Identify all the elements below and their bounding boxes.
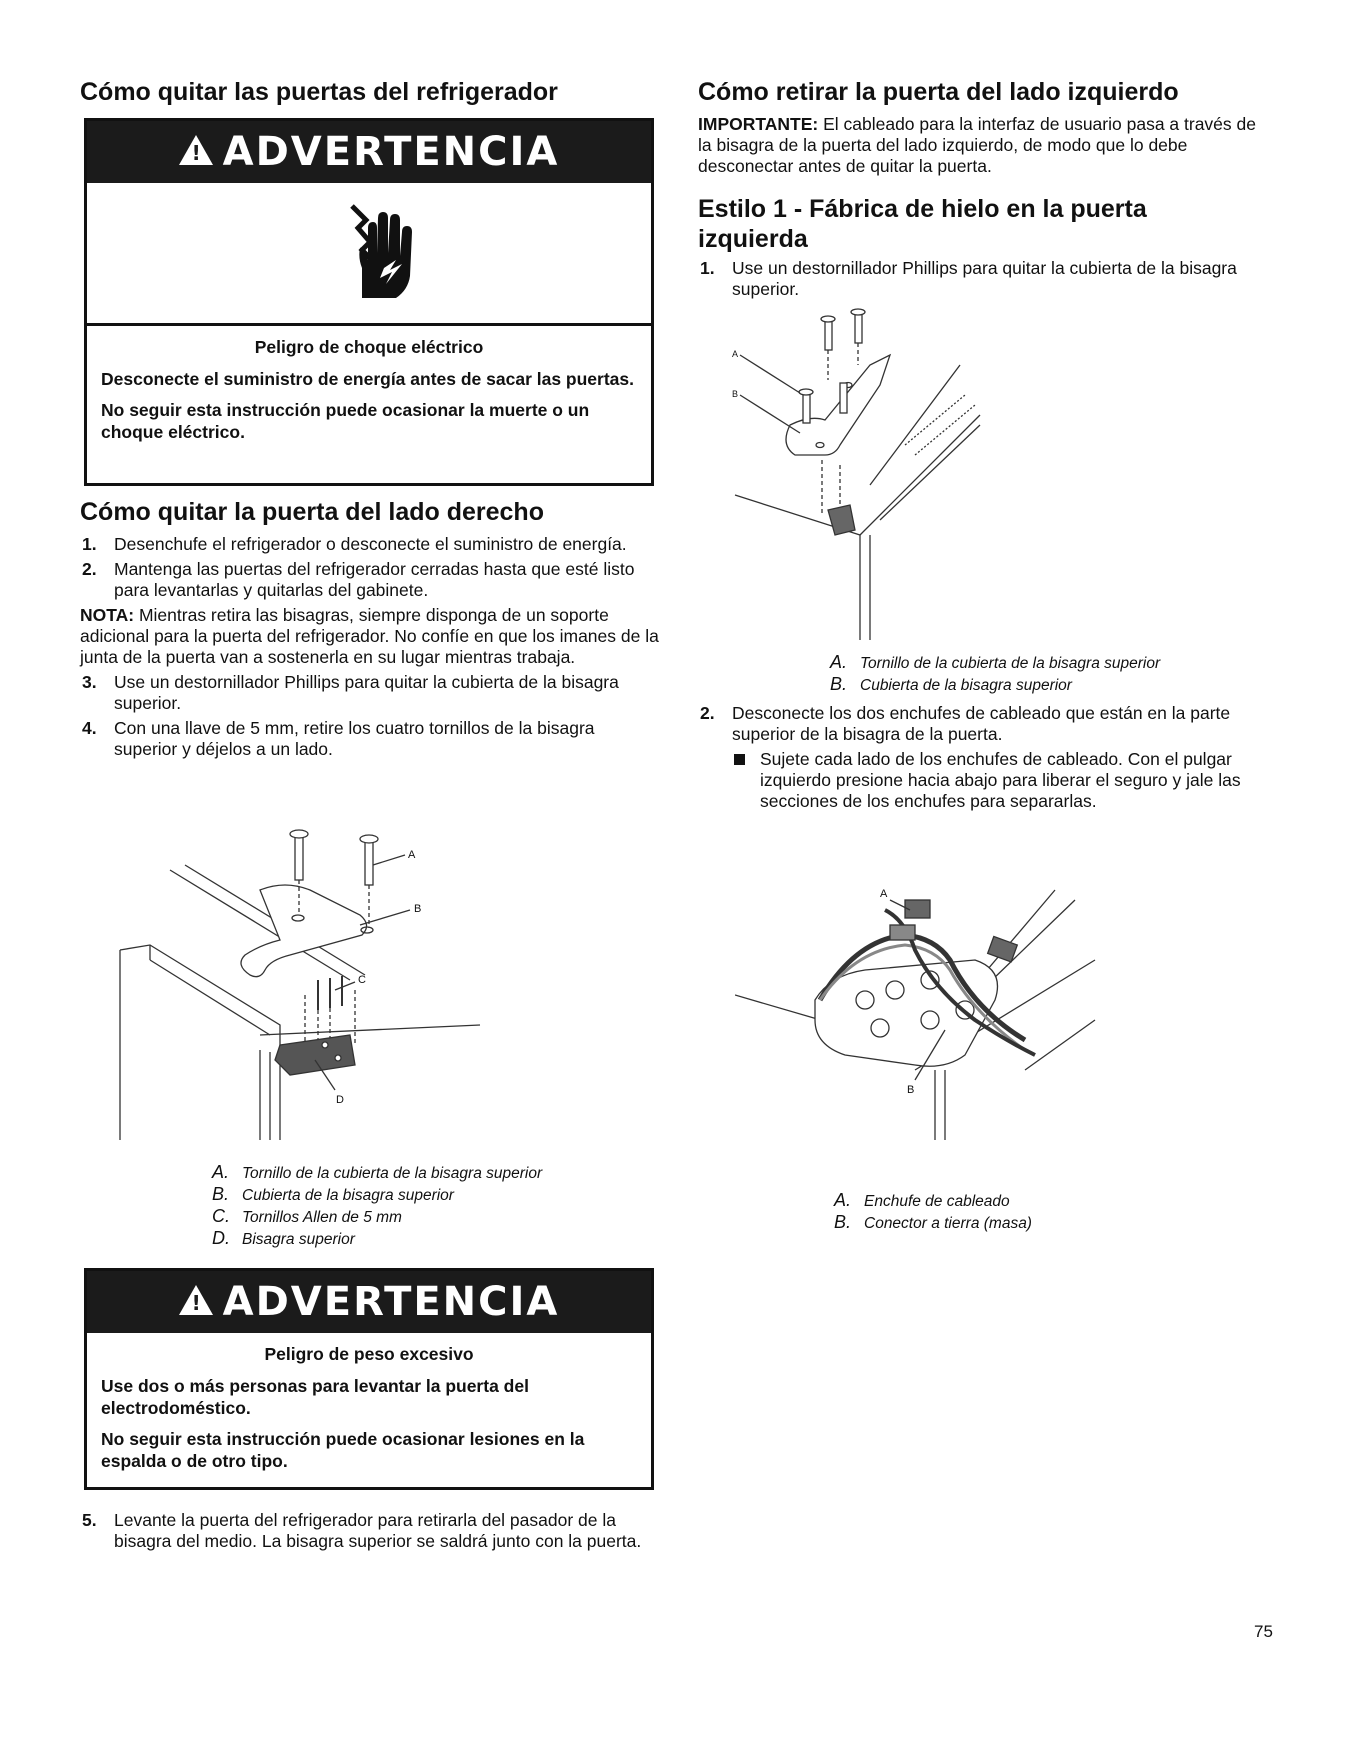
warning-triangle-icon: ! xyxy=(179,1285,213,1315)
steps-list xyxy=(80,1510,660,1556)
warning-subtitle: Peligro de peso excesivo xyxy=(264,1344,474,1364)
warning-text: No seguir esta instrucción puede ocasionar la muerte o un choque eléctrico. xyxy=(101,400,590,442)
bullet-item: Sujete cada lado de los enchufes de cableado. Con el pulgar izquierdo presione hacia abajo para liberar el seguro y jale las secciones de los enchufes para separarlas. xyxy=(732,749,1270,812)
warning-electric-shock xyxy=(84,118,654,486)
legend-item: C. Tornillos Allen de 5 mm xyxy=(212,1206,402,1226)
warning-text: Desconecte el suministro de energía antes de sacar las puertas. xyxy=(101,369,635,389)
legend-item: B. Conector a tierra (masa) xyxy=(834,1212,1032,1232)
figure-label: B xyxy=(414,903,422,915)
warning-header: ! ADVERTENCIA xyxy=(87,1271,651,1333)
figure-label: B xyxy=(732,389,739,399)
list-item: 1. Use un destornillador Phillips para quitar la cubierta de la bisagra superior. xyxy=(700,258,1237,299)
warning-text: Use dos o más personas para levantar la puerta del electrodoméstico. xyxy=(101,1376,529,1418)
right-door-hinge-figure xyxy=(110,820,490,1150)
section-title-left-door: Cómo retirar la puerta del lado izquierdo xyxy=(698,78,1179,106)
warning-excess-weight xyxy=(84,1268,654,1490)
warning-text: No seguir esta instrucción puede ocasionar lesiones en la espalda o de otro tipo. xyxy=(101,1429,585,1471)
warning-header: ! ADVERTENCIA xyxy=(87,121,651,183)
figure-legend xyxy=(834,1190,1032,1234)
figure-label: B xyxy=(907,1084,915,1096)
list-item: 2. Desconecte los dos enchufes de cableado que están en la parte superior de la bisagra de la puerta. xyxy=(700,703,1231,744)
legend-item: A. Tornillo de la cubierta de la bisagra superior xyxy=(830,652,1161,672)
legend-item: A. Tornillo de la cubierta de la bisagra superior xyxy=(212,1162,543,1182)
steps-list xyxy=(80,534,660,764)
style-subtitle: Estilo 1 - Fábrica de hielo en la puerta izquierda xyxy=(698,195,1147,253)
figure-legend xyxy=(830,652,1160,696)
list-item: 4. Con una llave de 5 mm, retire los cuatro tornillos de la bisagra superior y déjelos a un lado. xyxy=(82,718,595,759)
note: NOTA: Mientras retira las bisagras, siempre disponga de un soporte adicional para la puerta del refrigerador. No confíe en que los imanes de la junta de la puerta van a sostenerla en su lugar mientras trabaja. xyxy=(80,605,659,667)
list-item: 5. Levante la puerta del refrigerador para retirarla del pasador de la bisagra del medio. La bisagra superior se saldrá junto con la puerta. xyxy=(82,1510,642,1551)
list-item: 3. Use un destornillador Phillips para quitar la cubierta de la bisagra superior. xyxy=(82,672,619,713)
wiring-connectors-figure xyxy=(735,880,1105,1140)
legend-item: A. Enchufe de cableado xyxy=(834,1190,1010,1210)
page-title: Cómo quitar las puertas del refrigerador xyxy=(80,78,558,106)
figure-label: A xyxy=(408,849,416,861)
figure-label: C xyxy=(358,974,366,986)
bullet-square-icon xyxy=(734,754,745,765)
figure-label: A xyxy=(880,888,888,900)
list-item: 1. Desenchufe el refrigerador o desconecte el suministro de energía. xyxy=(82,534,627,554)
figure-legend xyxy=(212,1162,542,1250)
left-door-hinge-cover-figure xyxy=(730,305,990,645)
electric-shock-hand-icon xyxy=(87,183,651,326)
figure-label: A xyxy=(732,349,739,359)
important-note: IMPORTANTE: El cableado para la interfaz de usuario pasa a través de la bisagra de la puerta del lado izquierdo, de modo que lo debe desconectar antes de quitar la puerta. xyxy=(698,114,1256,176)
warning-subtitle: Peligro de choque eléctrico xyxy=(254,337,484,357)
list-item: 2. Mantenga las puertas del refrigerador cerradas hasta que esté listo para levantarlas y quitarlas del gabinete. xyxy=(82,559,635,600)
legend-item: B. Cubierta de la bisagra superior xyxy=(212,1184,454,1204)
steps-list xyxy=(698,703,1270,812)
legend-item: D. Bisagra superior xyxy=(212,1228,355,1248)
section-title-right-door: Cómo quitar la puerta del lado derecho xyxy=(80,498,544,526)
page-number: 75 xyxy=(1254,1622,1273,1641)
warning-triangle-icon: ! xyxy=(179,135,213,165)
steps-list xyxy=(698,258,1270,304)
figure-label: D xyxy=(336,1094,344,1106)
legend-item: B. Cubierta de la bisagra superior xyxy=(830,674,1072,694)
